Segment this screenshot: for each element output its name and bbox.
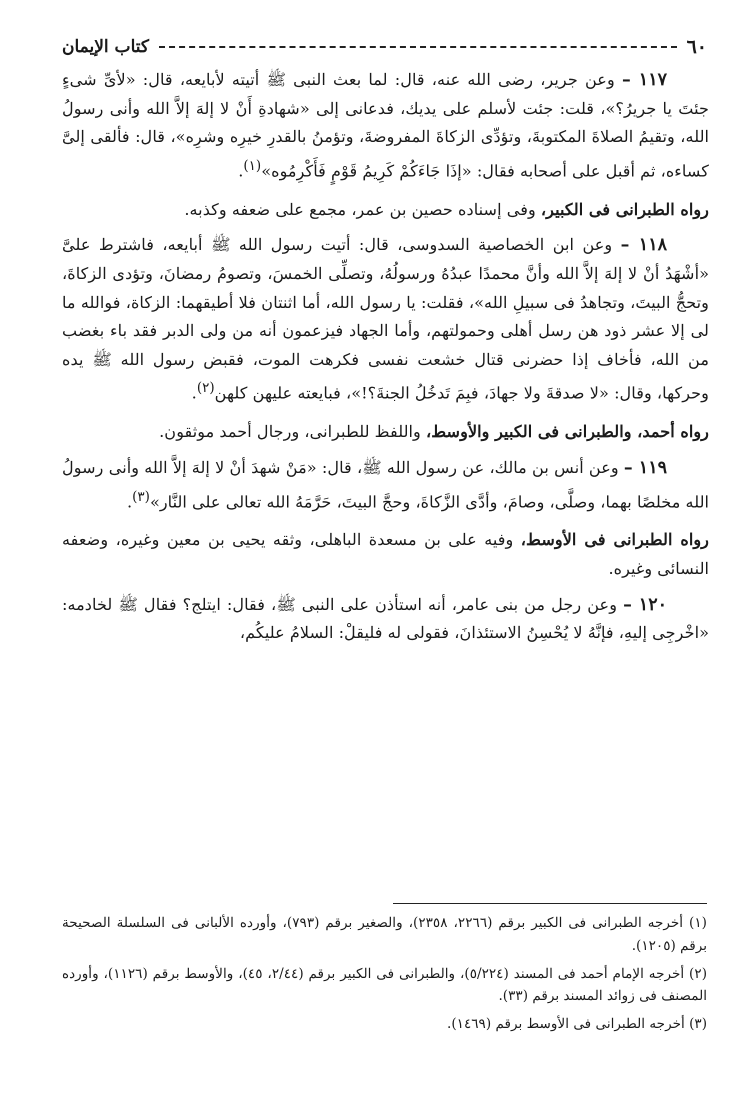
hadith-end: . [238,161,244,181]
hadith-text: وعن ابن الخصاصية السدوسى، قال: أتيت رسول الله ﷺ أبايعه، فاشترط علىَّ «أشْهَدُ أنْ لا إلهَ إلاَّ الله وأنَّ محمدًا عبدُهُ ورسولُهُ، وتصلِّى الخمسَ، وتصومُ رمضانَ، وتؤدى الزكاةَ، وتحجُّ البيتَ، وتجاهدُ فى سبيلِ الله»، فقلت: يا رسول الله، أما اثنتان فلا أطيقهما: الزكاة، فوالله ما لى إلا عشر ذود هن رسل أهلى وحمولتهم، وأما الجهاد فيزعمون أنه من ولى الدبر فقد باء بغضب من الله، فأخاف إذا حضرنى قتال خشعت نفسى فكرهت الموت، فقبض رسول الله ﷺ يده وحركها، وقال: «لا صدقةَ ولا جهادَ، فبِمَ تَدخُلُ الجنةَ؟!»، فبايعته عليهن كلهن [62,235,709,403]
hadith-text: وعن رجل من بنى عامر، أنه استأذن على النبى ﷺ، فقال: ايتلج؟ فقال ﷺ لخادمه: «اخْرجِى إليهِ، فإنَّهُ لا يُحْسِنُ الاستئذانَ، فقولى له فليقلْ: السلامُ عليكُم، [62,594,709,643]
hadith-number: ١١٩ – [623,457,667,478]
hadith-117 [62,66,709,186]
source-text: واللفظ للطبرانى، ورجال أحمد موثقون. [159,422,426,442]
source-note-118 [62,418,709,447]
header-dashed-rule [159,46,677,48]
source-bold: رواه الطبرانى فى الكبير، [540,199,709,219]
source-bold: رواه الطبرانى فى الأوسط، [520,530,709,550]
page-number: ٦٠ [686,36,707,58]
footnote-1: (١) أخرجه الطبرانى فى الكبير برقم (٢٢٦٦، ٢٣٥٨)، والصغير برقم (٧٩٣)، وأورده الألبانى فى السلسلة الصحيحة برقم (١٢٠٥). [62,915,707,954]
main-text [62,66,709,648]
page-header [62,30,707,64]
footnote-separator [393,903,707,904]
source-bold: رواه أحمد، والطبرانى فى الكبير والأوسط، [425,422,709,442]
hadith-end: . [191,383,197,403]
footnotes [62,912,707,1041]
hadith-120 [62,591,709,648]
source-text: وفيه على بن مسعدة الباهلى، وثقه يحيى بن معين وغيره، وضعفه النسائى وغيره. [62,530,709,579]
hadith-number: ١١٨ – [620,235,667,256]
source-note-119 [62,526,709,583]
source-text: وفى إسناده حصين بن عمر، مجمع على ضعفه وكذبه. [184,199,541,219]
hadith-text: وعن أنس بن مالك، عن رسول الله ﷺ، قال: «مَنْ شهدَ أنْ لا إلهَ إلاَّ الله وأنى رسولُ الله مخلصًا بهما، وصلَّى، وصامَ، وأدَّى الزَّكاةَ، وحجَّ البيتَ، حَرَّمَهُ الله تعالى على النَّار» [62,457,709,511]
hadith-119 [62,454,709,517]
footnote-2: (٢) أخرجه الإمام أحمد فى المسند (٥/٢٢٤)، والطبرانى فى الكبير برقم (٢/٤٤، ٤٥)، والأوسط برقم (١١٢٦)، وأورده المصنف فى زوائد المسند برقم (٣٣). [62,965,707,1005]
chapter-title: كتاب الإيمان [62,37,149,57]
hadith-number: ١١٧ – [621,70,667,90]
hadith-end: . [126,491,133,511]
source-note-117 [62,196,709,225]
footnote-ref: (١) [243,157,262,174]
footnote-ref: (٣) [132,488,150,505]
hadith-number: ١٢٠ – [623,594,667,615]
footnote-3: (٣) أخرجه الطبرانى فى الأوسط برقم (١٤٦٩). [447,1016,707,1033]
hadith-118 [62,231,709,408]
hadith-text: وعن جرير، رضى الله عنه، قال: لما بعث النبى ﷺ أتيته لأبايعه، قال: «لأىِّ شىءٍ جئتَ يا جريرُ؟»، قلت: جئت لأسلم على يديك، فدعانى إلى «شهادةِ أَنْ لا إلهَ إلاَّ الله وأنى رسولُ الله، وتقيمُ الصلاةَ المكتوبةَ، وتؤدِّى الزكاةَ المفروضةَ، وتؤمنُ بالقدرِ خيرِه وشرِه»، قال: فألقى إلىَّ كساءه، ثم أقبل على أصحابه فقال: «إذَا جَاءَكُمْ كَرِيمُ قَوْمٍ فَأَكْرِمُوه» [62,70,709,181]
footnote-ref: (٢) [196,380,215,397]
